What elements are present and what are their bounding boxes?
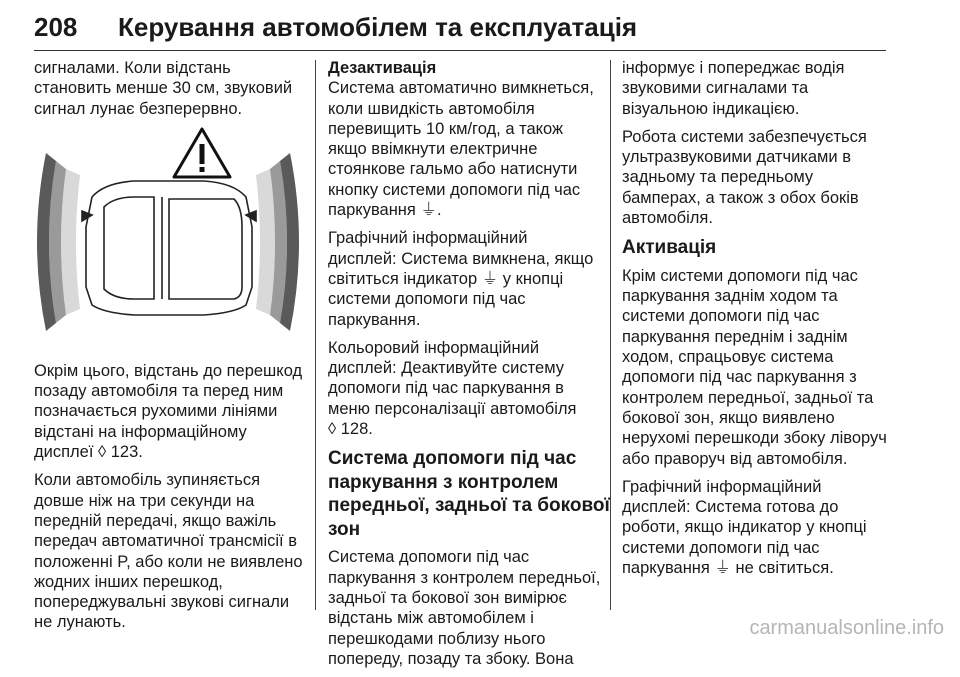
text-line: автомобіля. — [622, 209, 713, 228]
text-line: якщо ввімкнути електричне — [328, 140, 538, 159]
paragraph — [34, 470, 302, 632]
right-sensor-zones — [256, 153, 299, 331]
text-line: паркування з контролем передньої, — [328, 568, 601, 587]
paragraph — [622, 266, 890, 469]
text-line: роботи, якщо індикатор у кнопці — [622, 518, 867, 537]
column-divider — [610, 60, 611, 610]
text-line: Графічний інформаційний — [622, 477, 822, 496]
text-line: довше ніж на три секунди на — [34, 491, 255, 510]
text-line: задньому та передньому — [622, 168, 814, 187]
paragraph — [328, 338, 598, 439]
text-line: відстань між автомобілем і — [328, 609, 534, 628]
heading-activation: Активація — [622, 237, 717, 259]
text-line: Система допомоги під час — [328, 548, 530, 567]
text-line: паркування ⏚ не світиться. — [622, 559, 834, 578]
text-line: Система автоматично вимкнеться, — [328, 79, 594, 98]
text-line: візуальною індикацією. — [622, 99, 800, 118]
heading-line: паркування з контролем — [328, 471, 559, 493]
text-line: дисплеї ◊ 123. — [34, 443, 143, 462]
heading-line: зон — [328, 518, 361, 540]
text-line: відстані на інформаційному — [34, 422, 247, 441]
text-line: дисплей: Система готова до — [622, 498, 839, 517]
column-2 — [328, 58, 610, 677]
text-line: попереджувальні звукові сигнали — [34, 593, 290, 612]
car-top-view — [82, 181, 256, 315]
left-sensor-zones — [37, 153, 80, 331]
paragraph — [34, 361, 302, 462]
text-line: стоянкове гальмо або натиснути — [328, 160, 578, 179]
text-line: допомоги під час паркування в — [328, 379, 564, 398]
text-line: Крім системи допомоги під час — [622, 266, 858, 285]
text-line: нерухомі перешкоди збоку ліворуч — [622, 429, 887, 448]
text-line: допомоги під час паркування з — [622, 368, 857, 387]
text-line: дисплей: Система вимкнена, якщо — [328, 249, 594, 268]
text-line: системи допомоги під час — [328, 290, 526, 309]
text-line: сигнал лунає безперервно. — [34, 99, 243, 118]
text-line: коли швидкість автомобіля — [328, 99, 535, 118]
text-line: бокової зон, якщо виявлено — [622, 408, 835, 427]
text-line: контролем передньої, задньої та — [622, 388, 874, 407]
text-line: Графічний інформаційний — [328, 229, 528, 248]
column-3 — [622, 58, 890, 586]
paragraph — [328, 228, 598, 329]
paragraph — [622, 58, 890, 119]
page-number: 208 — [34, 12, 78, 42]
zone-far-right — [256, 169, 275, 315]
parking-sensor-diagram — [34, 127, 302, 357]
text-line: жодних інших перешкод, — [34, 572, 223, 591]
text-line: ультразвуковими датчиками в — [622, 148, 851, 167]
column-1 — [34, 58, 302, 641]
text-line: звуковими сигналами та — [622, 79, 809, 98]
text-line: позаду автомобіля та перед ним — [34, 382, 284, 401]
text-line: кнопку системи допомоги під час — [328, 180, 581, 199]
zone-far-left — [61, 169, 80, 315]
warning-triangle-icon — [174, 129, 230, 177]
text-line: Робота системи забезпечується — [622, 127, 867, 146]
paragraph — [622, 127, 890, 228]
text-line: дисплей: Деактивуйте систему — [328, 359, 564, 378]
text-line: системи допомоги під час — [622, 307, 820, 326]
text-line: ходом, спрацьовує система — [622, 348, 834, 367]
text-line: перевищить 10 км/год, а також — [328, 119, 564, 138]
column-divider — [315, 60, 316, 610]
text-line: бамперах, а також з обох боків — [622, 188, 859, 207]
text-line: Коли автомобіль зупиняється — [34, 471, 261, 490]
paragraph — [622, 477, 890, 578]
text-line: ◊ 128. — [328, 420, 373, 439]
page-header — [34, 6, 886, 51]
text-line: меню персоналізації автомобіля — [328, 399, 577, 418]
text-line: світиться індикатор ⏚ у кнопці — [328, 269, 564, 288]
heading-deactivation: Дезактивація — [328, 59, 437, 77]
text-line: системи допомоги під час — [622, 538, 820, 557]
text-line: інформує і попереджає водія — [622, 59, 845, 77]
page-title: Керування автомобілем та експлуатація — [118, 12, 638, 42]
text-line: сигналами. Коли відстань — [34, 59, 231, 77]
parking-sensor-figure — [34, 127, 302, 357]
text-line: Окрім цього, відстань до перешкод — [34, 361, 303, 380]
text-line: паркування переднім і заднім — [622, 327, 848, 346]
text-line: позначається рухомими лініями — [34, 402, 278, 421]
watermark: carmanualsonline.info — [749, 617, 944, 639]
heading-line: Система допомоги під час — [328, 448, 577, 470]
text-line: Кольоровий інформаційний — [328, 338, 540, 357]
text-line: не лунають. — [34, 613, 126, 632]
paragraph — [328, 78, 598, 220]
heading-front-rear-side-system — [328, 447, 610, 541]
text-line: або праворуч від автомобіля. — [622, 449, 848, 468]
text-line: положенні P, або коли не виявлено — [34, 552, 303, 571]
text-line: становить менше 30 см, звуковий — [34, 79, 293, 98]
text-line: передній передачі, якщо важіль — [34, 511, 277, 530]
text-line: задньої та бокової зон вимірює — [328, 588, 567, 607]
paragraph — [328, 547, 601, 669]
text-line: передач автоматичної трансмісії в — [34, 532, 297, 551]
heading-line: передньої, задньої та бокової — [328, 495, 610, 517]
text-line: попереду, позаду та збоку. Вона — [328, 649, 574, 668]
text-line: перешкодами поблизу нього — [328, 629, 546, 648]
text-line: паркування заднім ходом та — [622, 287, 838, 306]
text-line: паркування ⏚. — [328, 201, 442, 220]
paragraph — [34, 58, 302, 119]
text-line: паркування. — [328, 310, 421, 329]
